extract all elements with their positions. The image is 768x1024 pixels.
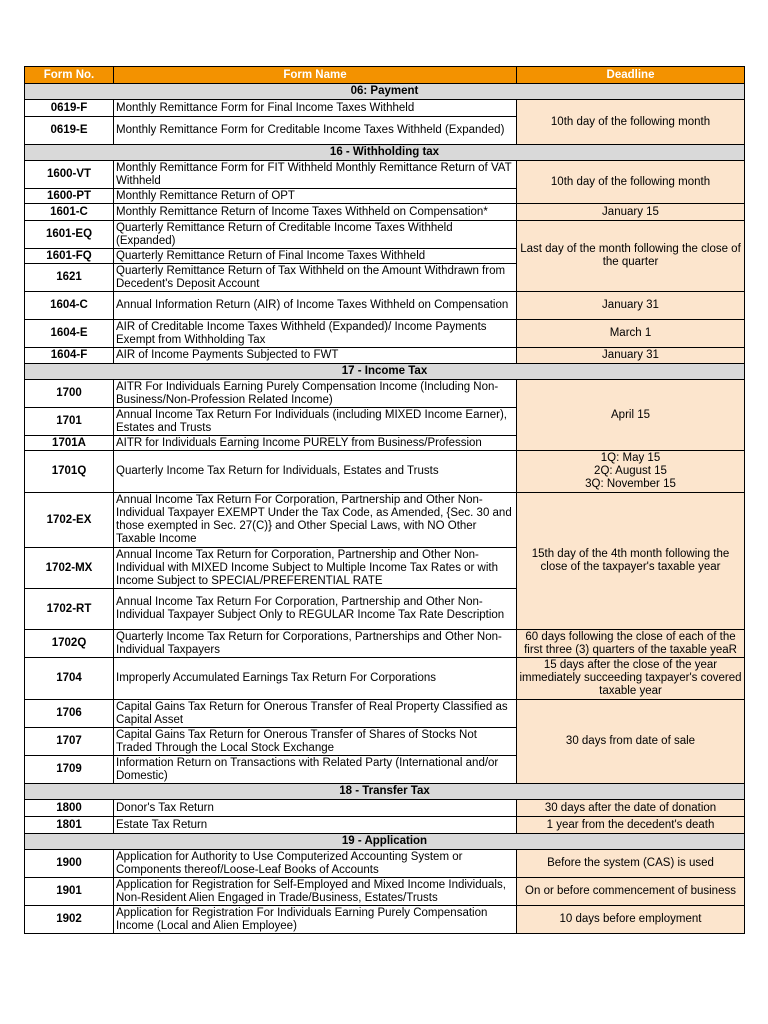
form-number: 1600-VT xyxy=(25,161,114,189)
form-number: 1701 xyxy=(25,408,114,436)
section-transfer: 18 - Transfer Tax xyxy=(25,784,745,800)
form-name: AIR of Creditable Income Taxes Withheld (Expanded)/ Income Payments Exempt from Withholding Tax xyxy=(114,320,517,348)
form-number: 1601-EQ xyxy=(25,221,114,249)
form-name: Monthly Remittance Form for Creditable Income Taxes Withheld (Expanded) xyxy=(114,117,517,145)
form-number: 1702Q xyxy=(25,630,114,658)
header-row xyxy=(25,67,745,84)
header-form-no: Form No. xyxy=(25,67,114,84)
deadline-cell: Last day of the month following the close of the quarter xyxy=(517,221,745,292)
form-number: 1604-E xyxy=(25,320,114,348)
form-number: 0619-E xyxy=(25,117,114,145)
form-name: Monthly Remittance Return of Income Taxes Withheld on Compensation* xyxy=(114,204,517,221)
deadline-cell: 30 days after the date of donation xyxy=(517,800,745,817)
form-number: 1702-RT xyxy=(25,589,114,630)
form-number: 1601-FQ xyxy=(25,249,114,264)
form-number: 1801 xyxy=(25,817,114,834)
deadline-cell: January 15 xyxy=(517,204,745,221)
table-row xyxy=(25,800,745,817)
form-number: 1700 xyxy=(25,380,114,408)
header-deadline: Deadline xyxy=(517,67,745,84)
table-row xyxy=(25,658,745,700)
table-row xyxy=(25,850,745,878)
section-application: 19 - Application xyxy=(25,834,745,850)
form-number: 1902 xyxy=(25,906,114,934)
deadline-cell: January 31 xyxy=(517,348,745,364)
table-row xyxy=(25,292,745,320)
form-name: Quarterly Remittance Return of Creditable Income Taxes Withheld (Expanded) xyxy=(114,221,517,249)
tax-forms-table xyxy=(24,66,745,934)
form-name: AIR of Income Payments Subjected to FWT xyxy=(114,348,517,364)
table-row xyxy=(25,161,745,189)
table-row xyxy=(25,700,745,728)
deadline-cell: 60 days following the close of each of the first three (3) quarters of the taxable yeaR xyxy=(517,630,745,658)
table-row xyxy=(25,817,745,834)
form-name: Annual Information Return (AIR) of Income Taxes Withheld on Compensation xyxy=(114,292,517,320)
table-row xyxy=(25,906,745,934)
form-name: Annual Income Tax Return For Corporation, Partnership and Other Non-Individual Taxpayer EXEMPT Under the Tax Code, as Amended, {Sec. 30 and those exempted in Sec. 27(C)} and Other Special Laws, with NO Other Taxable Income xyxy=(114,493,517,548)
table-row xyxy=(25,320,745,348)
form-name: Improperly Accumulated Earnings Tax Return For Corporations xyxy=(114,658,517,700)
table-row xyxy=(25,630,745,658)
form-number: 1704 xyxy=(25,658,114,700)
deadline-cell: April 15 xyxy=(517,380,745,451)
form-name: Estate Tax Return xyxy=(114,817,517,834)
form-number: 0619-F xyxy=(25,100,114,117)
form-number: 1702-MX xyxy=(25,548,114,589)
section-income: 17 - Income Tax xyxy=(25,364,745,380)
deadline-cell: On or before commencement of business xyxy=(517,878,745,906)
form-name: Application for Registration For Individuals Earning Purely Compensation Income (Local and Alien Employee) xyxy=(114,906,517,934)
table-row xyxy=(25,878,745,906)
deadline-cell: 10 days before employment xyxy=(517,906,745,934)
deadline-cell: 30 days from date of sale xyxy=(517,700,745,784)
form-number: 1707 xyxy=(25,728,114,756)
deadline-cell: 1 year from the decedent's death xyxy=(517,817,745,834)
table-row xyxy=(25,348,745,364)
form-name: Application for Authority to Use Computerized Accounting System or Components thereof/Loose-Leaf Books of Accounts xyxy=(114,850,517,878)
deadline-cell: 10th day of the following month xyxy=(517,100,745,145)
section-withholding: 16 - Withholding tax xyxy=(25,145,745,161)
form-number: 1706 xyxy=(25,700,114,728)
deadline-cell: 10th day of the following month xyxy=(517,161,745,204)
form-number: 1604-F xyxy=(25,348,114,364)
table-row xyxy=(25,100,745,117)
form-number: 1621 xyxy=(25,264,114,292)
section-payment: 06: Payment xyxy=(25,84,745,100)
deadline-cell: March 1 xyxy=(517,320,745,348)
form-name: Monthly Remittance Form for FIT Withheld Monthly Remittance Return of VAT Withheld xyxy=(114,161,517,189)
deadline-cell: 15 days after the close of the year immediately succeeding taxpayer's covered taxable year xyxy=(517,658,745,700)
form-number: 1709 xyxy=(25,756,114,784)
form-name: Donor's Tax Return xyxy=(114,800,517,817)
table-row xyxy=(25,380,745,408)
form-name: Capital Gains Tax Return for Onerous Transfer of Shares of Stocks Not Traded Through the Local Stock Exchange xyxy=(114,728,517,756)
deadline-q2: 2Q: August 15 xyxy=(594,465,667,477)
form-name: Application for Registration for Self-Employed and Mixed Income Individuals, Non-Resident Alien Engaged in Trade/Business, Estates/Trusts xyxy=(114,878,517,906)
deadline-q1: 1Q: May 15 xyxy=(600,452,661,464)
table-row xyxy=(25,221,745,249)
form-name: Annual Income Tax Return For Corporation, Partnership and Other Non-Individual Taxpayer Subject Only to REGULAR Income Tax Rate Description xyxy=(114,589,517,630)
form-name: Annual Income Tax Return for Corporation, Partnership and Other Non-Individual with MIXED Income Subject to Multiple Income Tax Rates or with Income Subject to SPECIAL/PREFERENTIAL RATE xyxy=(114,548,517,589)
deadline-cell: Before the system (CAS) is used xyxy=(517,850,745,878)
deadline-cell xyxy=(517,451,745,493)
form-name: Quarterly Income Tax Return for Individuals, Estates and Trusts xyxy=(114,451,517,493)
table-row xyxy=(25,493,745,548)
form-number: 1604-C xyxy=(25,292,114,320)
form-name: Quarterly Remittance Return of Tax Withheld on the Amount Withdrawn from Decedent's Deposit Account xyxy=(114,264,517,292)
deadline-q3: 3Q: November 15 xyxy=(585,478,676,490)
form-name: AITR For Individuals Earning Purely Compensation Income (Including Non-Business/Non-Profession Related Income) xyxy=(114,380,517,408)
form-name: Quarterly Income Tax Return for Corporations, Partnerships and Other Non-Individual Taxpayers xyxy=(114,630,517,658)
table-row xyxy=(25,204,745,221)
form-number: 1701Q xyxy=(25,451,114,493)
header-form-name: Form Name xyxy=(114,67,517,84)
form-name: Annual Income Tax Return For Individuals (including MIXED Income Earner), Estates and Trusts xyxy=(114,408,517,436)
form-number: 1900 xyxy=(25,850,114,878)
form-number: 1702-EX xyxy=(25,493,114,548)
form-number: 1800 xyxy=(25,800,114,817)
deadline-cell: January 31 xyxy=(517,292,745,320)
form-number: 1901 xyxy=(25,878,114,906)
form-name: AITR for Individuals Earning Income PURELY from Business/Profession xyxy=(114,436,517,451)
form-number: 1601-C xyxy=(25,204,114,221)
table-row xyxy=(25,451,745,493)
form-name: Capital Gains Tax Return for Onerous Transfer of Real Property Classified as Capital Asset xyxy=(114,700,517,728)
form-number: 1701A xyxy=(25,436,114,451)
form-number: 1600-PT xyxy=(25,189,114,204)
form-name: Quarterly Remittance Return of Final Income Taxes Withheld xyxy=(114,249,517,264)
form-name: Information Return on Transactions with Related Party (International and/or Domestic) xyxy=(114,756,517,784)
deadline-cell: 15th day of the 4th month following the close of the taxpayer's taxable year xyxy=(517,493,745,630)
form-name: Monthly Remittance Form for Final Income Taxes Withheld xyxy=(114,100,517,117)
form-name: Monthly Remittance Return of OPT xyxy=(114,189,517,204)
